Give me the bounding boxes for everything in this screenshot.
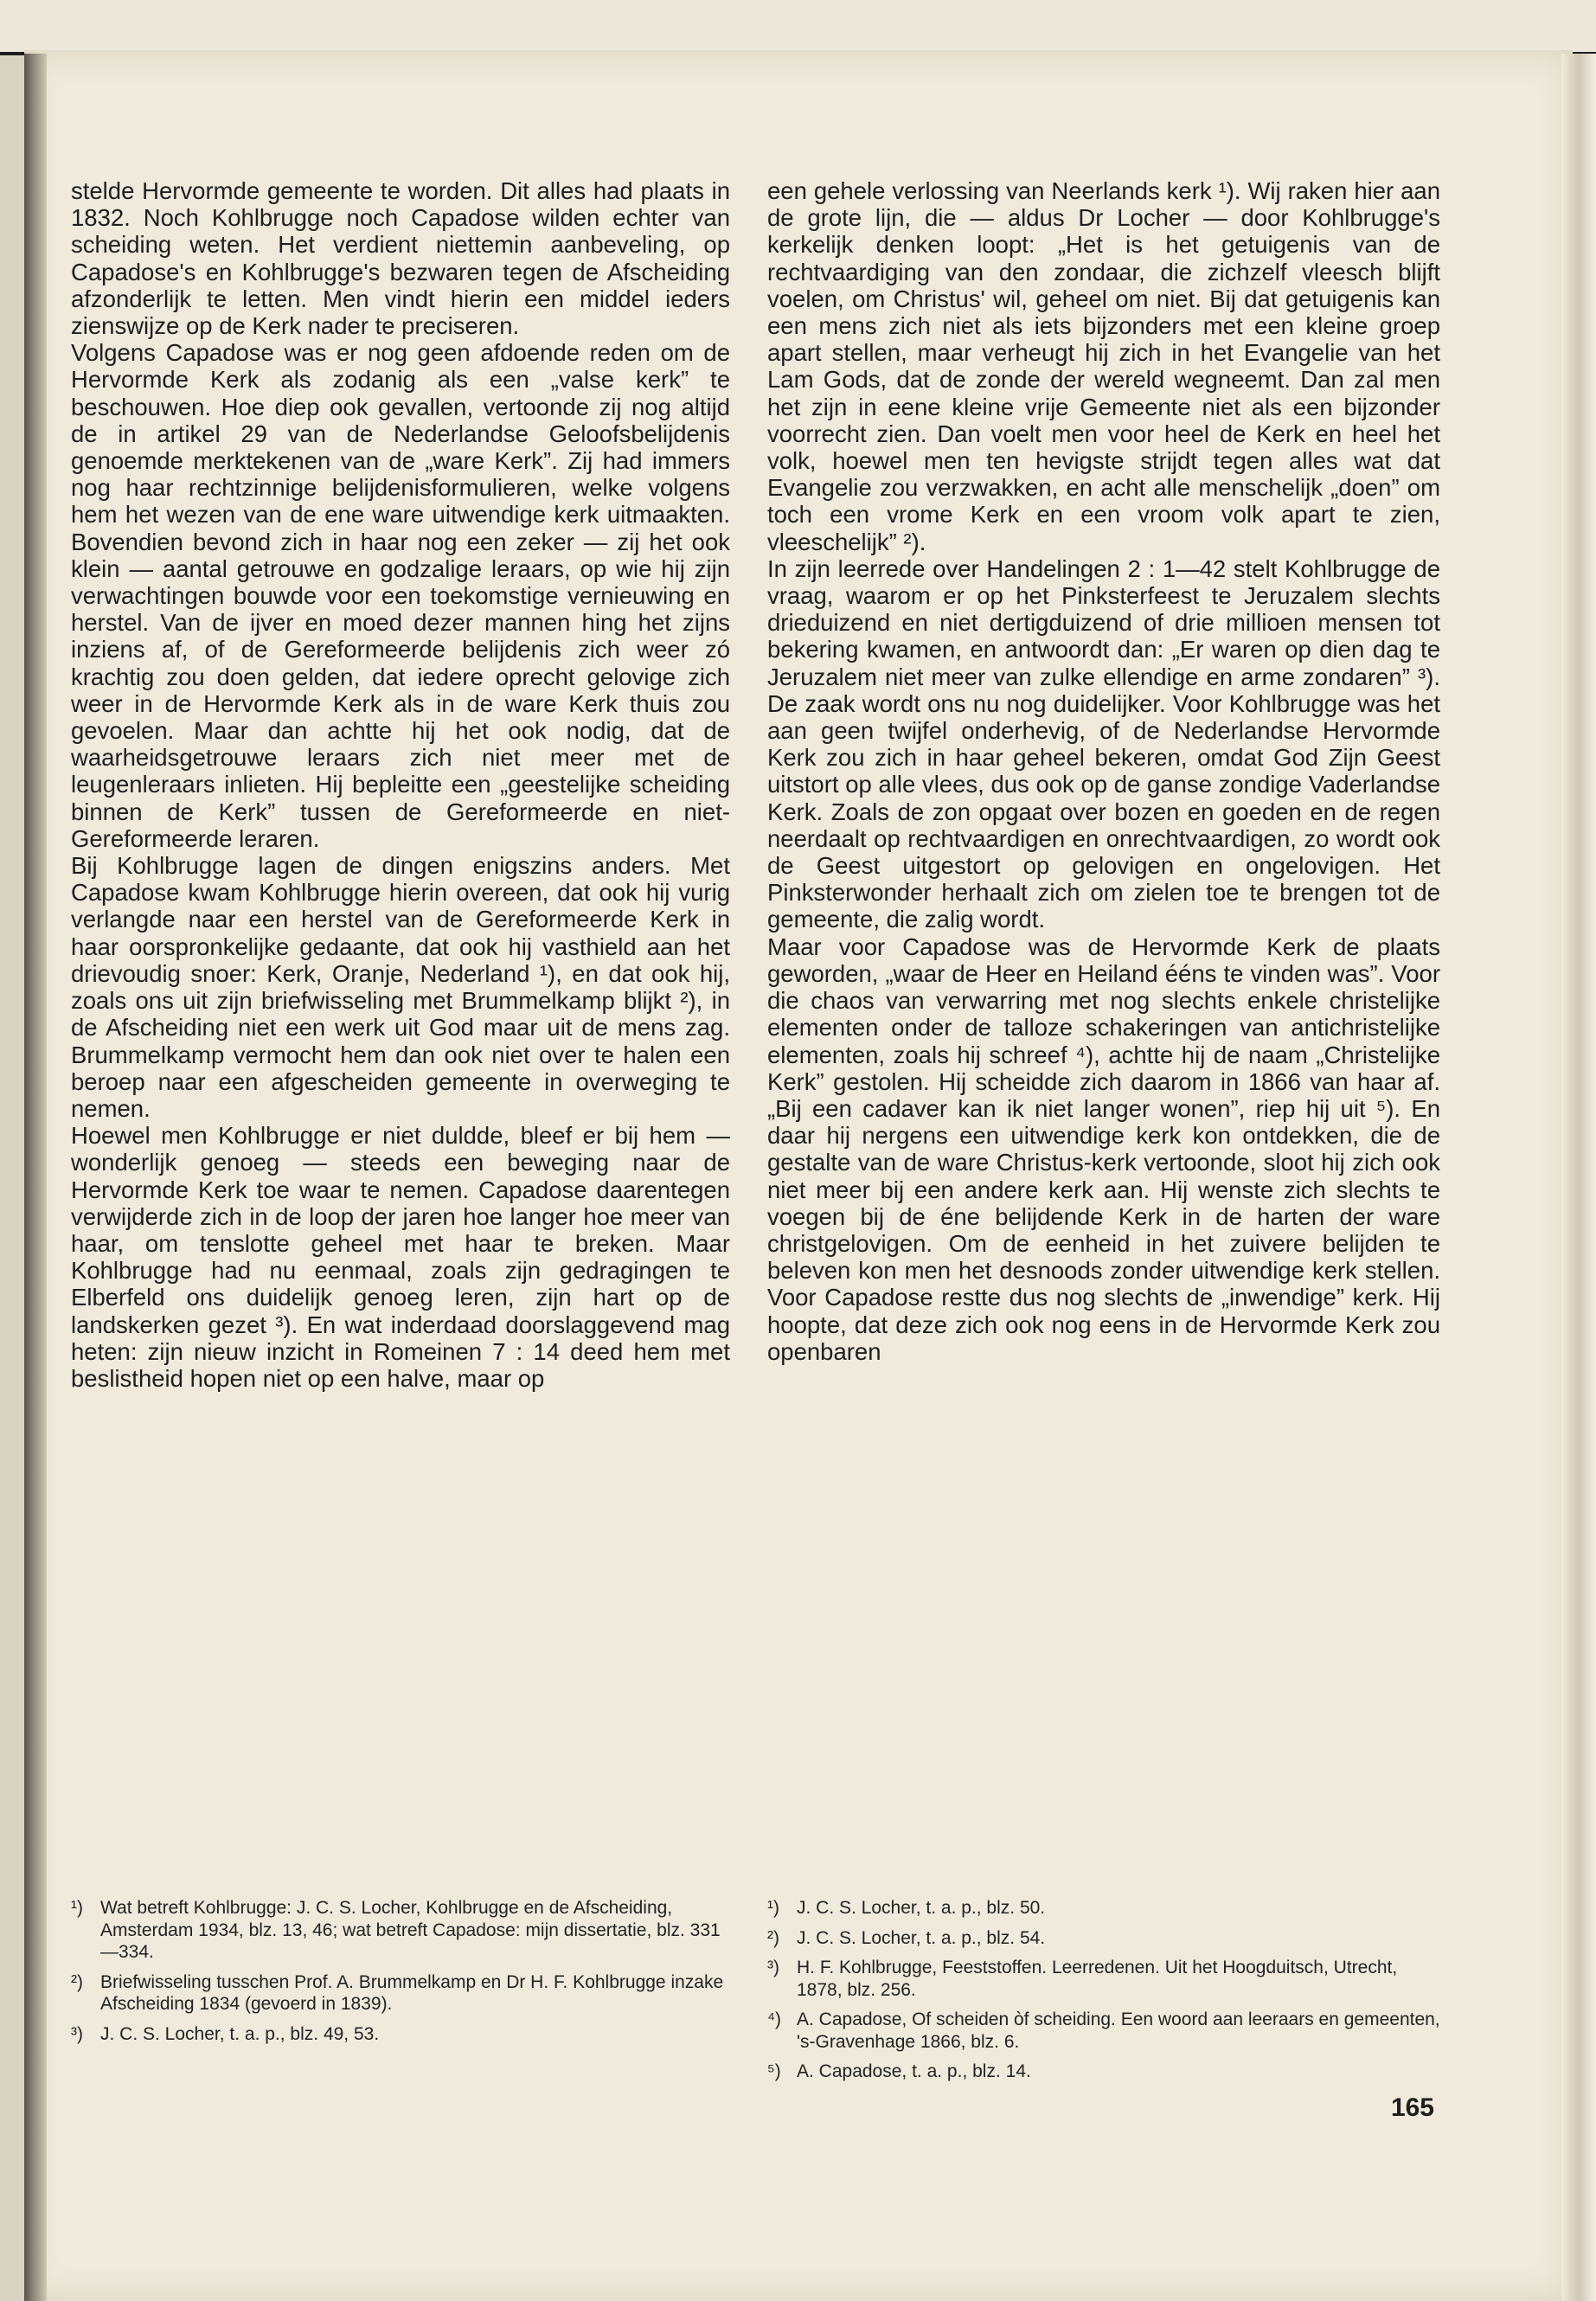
footnote (767, 1897, 1440, 1920)
footnote-number: ²) (767, 1927, 779, 1948)
footnote-number: ²) (71, 1971, 83, 1992)
page-number: 165 (1390, 2093, 1434, 2122)
left-paragraph-1: stelde Hervormde gemeente te worden. Dit alles had plaats in 1832. Noch Kohlbrugge noch Capadose wilden echter van scheiding weten. Het verdient niettemin aanbeveling, op Capadose's en Kohlbrugge's bezwaren tegen de Afscheiding afzonderlijk te letten. Men vindt hierin een middel ieders zienswijze op de Kerk nader te preciseren. (71, 177, 730, 340)
footnote (767, 1957, 1440, 2001)
right-paragraph-2: In zijn leerrede over Handelingen 2 : 1—42 stelt Kohlbrugge de vraag, waarom er op het Pinksterfeest te Jeruzalem slechts drieduizend en niet dertigduizend of drie millioen mensen tot bekering kwamen, en antwoordt dan: „Er waren op dien dag te Jeruzalem niet meer van zulke ellendige en arme zondaren” ³). De zaak wordt ons nu nog duidelijker. Voor Kohlbrugge was het aan geen twijfel onderhevig, of de Nederlandse Hervormde Kerk zou zich in haar geheel bekeren, omdat God Zijn Geest uitstort op alle vlees, dus ook op de ganse zondige Vaderlandse Kerk. Zoals de zon opgaat over bozen en goeden en de regen neerdaalt op rechtvaardigen en onrechtvaardigen, zo wordt ook de Geest uitgestort op gelovigen en ongelovigen. Het Pinksterwonder herhaalt zich om zielen toe te brengen tot de gemeente, die zalig wordt. (767, 554, 1440, 933)
footnote-text: Briefwisseling tusschen Prof. A. Brummelkamp en Dr H. F. Kohlbrugge inzake Afscheiding 1834 (gevoerd in 1839). (100, 1971, 724, 2014)
binding-shadow (24, 54, 47, 2301)
footnote (767, 2009, 1440, 2053)
footnote-number: ⁴) (767, 2009, 782, 2029)
left-paragraph-4: Hoewel men Kohlbrugge er niet duldde, bleef er bij hem — wonderlijk genoeg — steeds een beweging naar de Hervormde Kerk toe waar te nemen. Capadose daarentegen verwijderde zich in de loop der jaren hoe langer hoe meer van haar, om tenslotte geheel met haar te breken. Maar Kohlbrugge had nu eenmaal, zoals zijn gedragingen te Elberfeld ons duidelijk genoeg leren, zijn hart op de landskerken gezet ³). En wat inderdaad doorslaggevend mag heten: zijn nieuw inzicht in Romeinen 7 : 14 deed hem met beslistheid hopen niet op een halve, maar op (71, 1122, 730, 1392)
footnote-number: ¹) (767, 1898, 779, 1918)
footnote-text: J. C. S. Locher, t. a. p., blz. 54. (797, 1927, 1046, 1948)
footnote-text: A. Capadose, t. a. p., blz. 14. (797, 2061, 1031, 2081)
footnote-text: J. C. S. Locher, t. a. p., blz. 50. (797, 1898, 1046, 1918)
footnotes-left (71, 1897, 730, 2053)
right-paragraph-3: Maar voor Capadose was de Hervormde Kerk de plaats geworden, „waar de Heer en Heiland ééns te vinden was”. Voor die chaos van verwarring met nog slechts enkele christelijke elementen onder de talloze schakeringen van antichristelijke elementen, zoals hij schreef ⁴), achtte hij de naam „Christelijke Kerk” gestolen. Hij scheidde zich daarom in 1866 van haar af. „Bij een cadaver kan ik niet langer wonen”, riep hij uit ⁵). En daar hij nergens een uitwendige kerk kon ontdekken, die de gestalte van de ware Christus-kerk vertoonde, sloot hij zich ook niet meer bij een andere kerk aan. Hij wenste zich slechts te voegen bij de éne belijdende Kerk in de harten der ware christgelovigen. Om de eenheid in het zuivere belijden te beleven kon men het desnoods zonder uitwendige kerk stellen. Voor Capadose restte dus nog slechts de „inwendige” kerk. Hij hoopte, dat deze zich ook nog eens in de Hervormde Kerk zou openbaren (767, 933, 1440, 1365)
right-column (767, 177, 1440, 1365)
footnote-text: A. Capadose, Of scheiden òf scheiding. Een woord aan leeraars en gemeenten, 's-Gravenhage 1866, blz. 6. (797, 2009, 1440, 2052)
left-column (71, 177, 730, 1392)
footnote (71, 1971, 730, 2016)
footnote-text: J. C. S. Locher, t. a. p., blz. 49, 53. (100, 2023, 380, 2044)
left-paragraph-3: Bij Kohlbrugge lagen de dingen enigszins anders. Met Capadose kwam Kohlbrugge hierin overeen, dat ook hij vurig verlangde naar een herstel van de Gereformeerde Kerk in haar oorspronkelijke gedaante, dat ook hij vasthield aan het drievoudig snoer: Kerk, Oranje, Nederland ¹), en dat ook hij, zoals ons uit zijn briefwisseling met Brummelkamp blijkt ²), in de Afscheiding niet een werk uit God maar uit de mens zag. Brummelkamp vermocht hem dan ook niet over te halen een beroep naar een afgescheiden gemeente in overweging te nemen. (71, 852, 730, 1122)
footnote-number: ³) (71, 2023, 83, 2044)
right-paragraph-1: een gehele verlossing van Neerlands kerk ¹). Wij raken hier aan de grote lijn, die — aldus Dr Locher — door Kohlbrugge's kerkelijk denken loopt: „Het is het getuigenis van de rechtvaardiging van den zondaar, die zichzelf vleesch blijft voelen, om Christus' wil, geheel om niet. Bij dat getuigenis kan een mens zich niet als iets bijzonders met een kleine groep apart stellen, maar verheugt hij zich in het Evangelie van het Lam Gods, dat de zonde der wereld wegneemt. Dan zal men het zijn in eene kleine vrije Gemeente niet als een bijzonder voorrecht zien. Dan voelt men voor heel de Kerk en heel het volk, hoewel men ten hevigste strijdt tegen alles wat dat Evangelie zou verzwakken, en acht alle menschelijk „doen” om toch een vrome Kerk en een vroom volk apart te zien, vleeschelijk” ²). (767, 177, 1440, 555)
footnote-number: ⁵) (767, 2061, 781, 2081)
footnote-number: ³) (767, 1958, 779, 1977)
footnote (71, 2023, 730, 2046)
scan-top-border (0, 0, 1596, 55)
footnote-text: Wat betreft Kohlbrugge: J. C. S. Locher, Kohlbrugge en de Afscheiding, Amsterdam 1934, blz. 13, 46; wat betreft Capadose: mijn dissertatie, blz. 331—334. (100, 1898, 721, 1962)
footnote (767, 1927, 1440, 1950)
footnotes-right (767, 1897, 1440, 2091)
page-edge (1561, 54, 1596, 2301)
footnote-text: H. F. Kohlbrugge, Feeststoffen. Leerredenen. Uit het Hoogduitsch, Utrecht, 1878, blz. 256. (797, 1958, 1398, 2000)
footnote-number: ¹) (71, 1898, 83, 1918)
footnote (767, 2061, 1440, 2083)
footnote (71, 1897, 730, 1964)
left-paragraph-2: Volgens Capadose was er nog geen afdoende reden om de Hervormde Kerk als zodanig als een „valse kerk” te beschouwen. Hoe diep ook gevallen, vertoonde zij nog altijd de in artikel 29 van de Nederlandse Geloofsbelijdenis genoemde merktekenen van de „ware Kerk”. Zij had immers nog haar rechtzinnige belijdenisformulieren, welke volgens hem het wezen van de ene ware uitwendige kerk uitmaakten. Bovendien bevond zich in haar nog een zeker — zij het ook klein — aantal getrouwe en godzalige leraars, op wie hij zijn verwachtingen bouwde voor een toekomstige vernieuwing en herstel. Van de ijver en moed dezer mannen hing het zijns inziens af, of de Gereformeerde belijdenis zich weer zó krachtig zou doen gelden, dat iedere oprecht gelovige zich weer in de Hervormde Kerk als in de ware Kerk thuis zou gevoelen. Maar dan achtte hij het ook nodig, dat de waarheidsgetrouwe leraars zich niet meer met de leugenleraars inlieten. Hij bepleitte een „geestelijke scheiding binnen de Kerk” tussen de Gereformeerde en niet-Gereformeerde leraren. (71, 339, 730, 852)
